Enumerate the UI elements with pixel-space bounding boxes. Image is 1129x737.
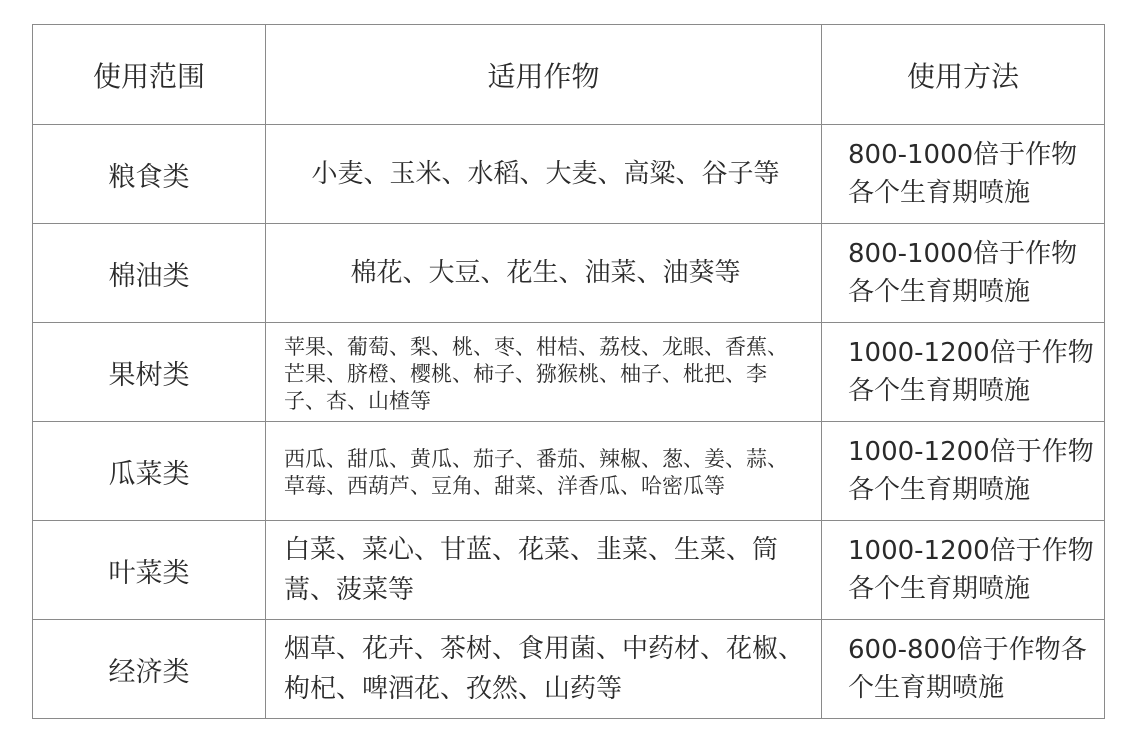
category-cell: 果树类: [33, 323, 266, 422]
crops-cell: 棉花、大豆、花生、油菜、油葵等: [266, 224, 822, 323]
category-cell: 粮食类: [33, 125, 266, 224]
method-cell: 1000-1200倍于作物各个生育期喷施: [822, 521, 1105, 620]
usage-table: [32, 24, 1105, 719]
category-cell: 瓜菜类: [33, 422, 266, 521]
method-cell: 800-1000倍于作物各个生育期喷施: [822, 125, 1105, 224]
table-row: [33, 422, 1105, 521]
method-cell: 800-1000倍于作物各个生育期喷施: [822, 224, 1105, 323]
header-crops: 适用作物: [266, 25, 822, 125]
category-cell: 经济类: [33, 620, 266, 719]
category-cell: 叶菜类: [33, 521, 266, 620]
crops-cell: 白菜、菜心、甘蓝、花菜、韭菜、生菜、筒蒿、菠菜等: [266, 521, 822, 620]
category-cell: 棉油类: [33, 224, 266, 323]
method-cell: 600-800倍于作物各个生育期喷施: [822, 620, 1105, 719]
table-header-row: [33, 25, 1105, 125]
crops-cell: 苹果、葡萄、梨、桃、枣、柑桔、荔枝、龙眼、香蕉、芒果、脐橙、樱桃、柿子、猕猴桃、柚子、枇把、李子、杏、山楂等: [266, 323, 822, 422]
crops-cell: 烟草、花卉、茶树、食用菌、中药材、花椒、枸杞、啤酒花、孜然、山药等: [266, 620, 822, 719]
header-scope: 使用范围: [33, 25, 266, 125]
table-row: [33, 323, 1105, 422]
method-cell: 1000-1200倍于作物各个生育期喷施: [822, 323, 1105, 422]
crops-cell: 西瓜、甜瓜、黄瓜、茄子、番茄、辣椒、葱、姜、蒜、草莓、西葫芦、豆角、甜菜、洋香瓜、哈密瓜等: [266, 422, 822, 521]
table-row: [33, 125, 1105, 224]
header-method: 使用方法: [822, 25, 1105, 125]
table-row: [33, 521, 1105, 620]
table-row: [33, 620, 1105, 719]
method-cell: 1000-1200倍于作物各个生育期喷施: [822, 422, 1105, 521]
crops-cell: 小麦、玉米、水稻、大麦、高粱、谷子等: [266, 125, 822, 224]
table-row: [33, 224, 1105, 323]
